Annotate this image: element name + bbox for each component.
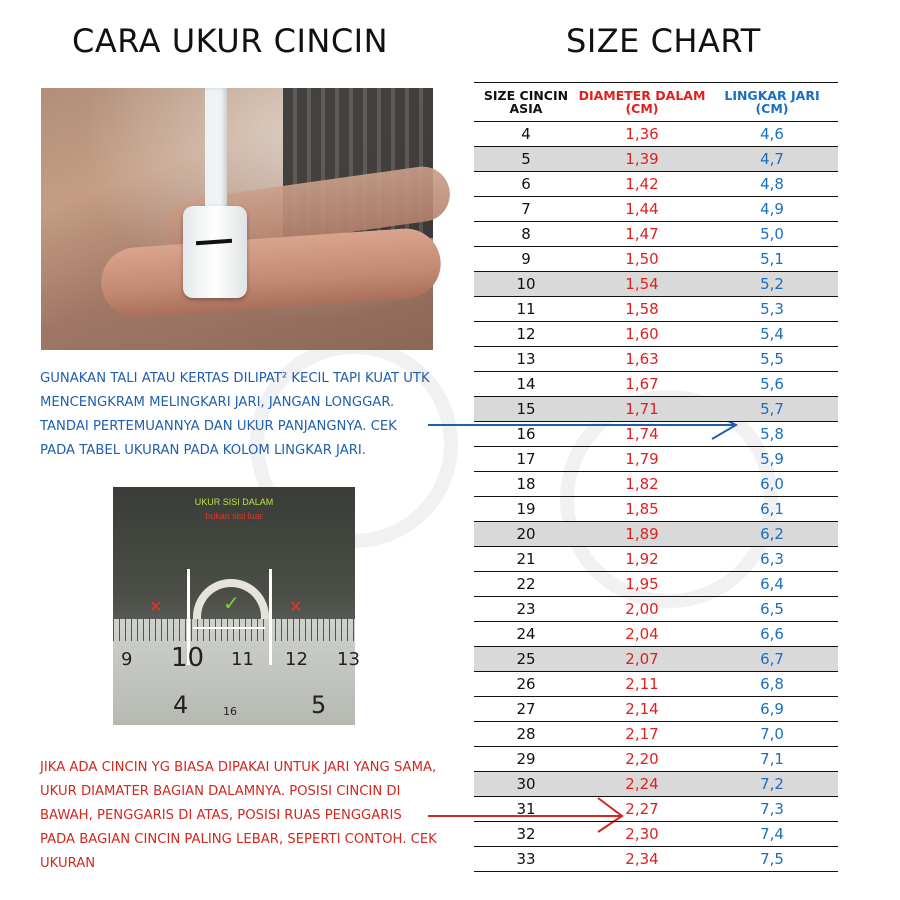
table-row [474, 272, 838, 297]
cell-diameter: 1,42 [578, 172, 706, 197]
cell-size: 15 [474, 397, 578, 422]
cell-circumference: 4,8 [706, 172, 838, 197]
cell-size: 27 [474, 697, 578, 722]
table-row [474, 572, 838, 597]
ruler-number: 11 [231, 649, 254, 670]
left-title: CARA UKUR CINCIN [72, 22, 389, 60]
cell-size: 31 [474, 797, 578, 822]
cell-diameter: 1,95 [578, 572, 706, 597]
measure-arrow [193, 627, 265, 629]
cell-circumference: 6,0 [706, 472, 838, 497]
cell-size: 32 [474, 822, 578, 847]
table-row [474, 197, 838, 222]
cell-diameter: 2,20 [578, 747, 706, 772]
cross-icon: ✕ [149, 599, 163, 616]
ruler-number: 5 [311, 691, 327, 719]
cell-size: 26 [474, 672, 578, 697]
cell-diameter: 2,27 [578, 797, 706, 822]
ruler-number: 12 [285, 649, 308, 670]
cell-size: 18 [474, 472, 578, 497]
table-header-row [474, 83, 838, 122]
size-chart-table [474, 82, 838, 872]
caption-inner-side: UKUR SISI DALAM [194, 497, 274, 507]
cell-circumference: 5,9 [706, 447, 838, 472]
table-row [474, 222, 838, 247]
cell-size: 19 [474, 497, 578, 522]
table-row [474, 647, 838, 672]
cell-circumference: 5,2 [706, 272, 838, 297]
instruction-ring-measure: JIKA ADA CINCIN YG BIASA DIPAKAI UNTUK JARI YANG SAMA, UKUR DIAMATER BAGIAN DALAMNYA. POSISI CINCIN DI BAWAH, PENGGARIS DI ATAS, POSISI RUAS PENGGARIS PADA BAGIAN CINCIN PALING LEBAR, SEPERTI CONTOH. CEK UKURAN [40, 760, 437, 871]
cell-circumference: 5,6 [706, 372, 838, 397]
table-row [474, 747, 838, 772]
table-row [474, 797, 838, 822]
cell-diameter: 1,47 [578, 222, 706, 247]
cell-diameter: 1,36 [578, 122, 706, 147]
cell-circumference: 5,5 [706, 347, 838, 372]
cell-diameter: 2,34 [578, 847, 706, 872]
table-row [474, 297, 838, 322]
table-row [474, 447, 838, 472]
cell-size: 9 [474, 247, 578, 272]
cell-diameter: 1,67 [578, 372, 706, 397]
ruler-number: 10 [171, 643, 205, 673]
cell-size: 29 [474, 747, 578, 772]
table-row [474, 122, 838, 147]
table-row [474, 597, 838, 622]
cell-diameter: 1,50 [578, 247, 706, 272]
cell-diameter: 1,85 [578, 497, 706, 522]
table-row [474, 772, 838, 797]
header-diameter: DIAMETER DALAM (CM) [578, 83, 706, 122]
cell-diameter: 2,04 [578, 622, 706, 647]
cell-size: 23 [474, 597, 578, 622]
cell-diameter: 1,82 [578, 472, 706, 497]
cell-diameter: 2,00 [578, 597, 706, 622]
cell-circumference: 4,7 [706, 147, 838, 172]
cell-size: 8 [474, 222, 578, 247]
cell-diameter: 2,17 [578, 722, 706, 747]
cell-circumference: 7,4 [706, 822, 838, 847]
ruler-ticks [113, 619, 355, 641]
ruler-measure-photo [113, 487, 360, 725]
cell-diameter: 1,39 [578, 147, 706, 172]
right-title: SIZE CHART [566, 22, 761, 60]
cell-size: 6 [474, 172, 578, 197]
table-row [474, 397, 838, 422]
cell-diameter: 1,92 [578, 547, 706, 572]
cell-size: 4 [474, 122, 578, 147]
cell-size: 22 [474, 572, 578, 597]
cell-circumference: 7,2 [706, 772, 838, 797]
instruction-finger-measure: GUNAKAN TALI ATAU KERTAS DILIPAT² KECIL TAPI KUAT UTK MENCENGKRAM MELINGKARI JARI, JANGAN LONGGAR. TANDAI PERTEMUANNYA DAN UKUR PANJANGNYA. CEK PADA TABEL UKURAN PADA KOLOM LINGKAR JARI. [40, 371, 430, 458]
cross-icon: ✕ [289, 599, 303, 616]
cell-size: 7 [474, 197, 578, 222]
cell-circumference: 5,7 [706, 397, 838, 422]
table-row [474, 147, 838, 172]
ruler-number: 9 [121, 649, 133, 670]
caption-not-outer-side: bukan sisi luar [205, 511, 263, 521]
finger-measure-photo [41, 88, 433, 350]
cell-circumference: 6,7 [706, 647, 838, 672]
cell-diameter: 1,58 [578, 297, 706, 322]
cell-circumference: 5,8 [706, 422, 838, 447]
cell-size: 16 [474, 422, 578, 447]
table-row [474, 622, 838, 647]
table-row [474, 172, 838, 197]
cell-circumference: 5,3 [706, 297, 838, 322]
cell-diameter: 1,44 [578, 197, 706, 222]
cell-diameter: 2,14 [578, 697, 706, 722]
cell-diameter: 1,63 [578, 347, 706, 372]
cell-size: 13 [474, 347, 578, 372]
cell-circumference: 6,4 [706, 572, 838, 597]
table-row [474, 822, 838, 847]
cell-diameter: 1,74 [578, 422, 706, 447]
table-row [474, 422, 838, 447]
cell-circumference: 6,1 [706, 497, 838, 522]
cell-size: 20 [474, 522, 578, 547]
table-row [474, 722, 838, 747]
cell-diameter: 1,60 [578, 322, 706, 347]
cell-circumference: 7,5 [706, 847, 838, 872]
table-row [474, 497, 838, 522]
cell-circumference: 7,1 [706, 747, 838, 772]
cell-circumference: 4,6 [706, 122, 838, 147]
cell-circumference: 6,9 [706, 697, 838, 722]
cell-diameter: 1,71 [578, 397, 706, 422]
ruler-number: 13 [337, 649, 360, 670]
table-row [474, 672, 838, 697]
cell-circumference: 6,6 [706, 622, 838, 647]
cell-size: 28 [474, 722, 578, 747]
cell-circumference: 4,9 [706, 197, 838, 222]
cell-circumference: 5,4 [706, 322, 838, 347]
cell-size: 24 [474, 622, 578, 647]
cell-circumference: 6,2 [706, 522, 838, 547]
ruler-number: 16 [223, 705, 237, 718]
cell-circumference: 7,3 [706, 797, 838, 822]
cell-size: 17 [474, 447, 578, 472]
cell-circumference: 5,1 [706, 247, 838, 272]
table-row [474, 847, 838, 872]
ruler-number: 4 [173, 691, 189, 719]
cell-size: 30 [474, 772, 578, 797]
table-row [474, 372, 838, 397]
cell-size: 21 [474, 547, 578, 572]
table-row [474, 247, 838, 272]
table-row [474, 547, 838, 572]
cell-size: 5 [474, 147, 578, 172]
cell-diameter: 2,07 [578, 647, 706, 672]
table-row [474, 522, 838, 547]
cell-size: 33 [474, 847, 578, 872]
cell-circumference: 7,0 [706, 722, 838, 747]
table-row [474, 472, 838, 497]
check-icon: ✓ [223, 593, 240, 615]
table-row [474, 322, 838, 347]
cell-diameter: 1,54 [578, 272, 706, 297]
header-circumference: LINGKAR JARI (CM) [706, 83, 838, 122]
cell-diameter: 1,89 [578, 522, 706, 547]
cell-circumference: 6,3 [706, 547, 838, 572]
cell-diameter: 2,11 [578, 672, 706, 697]
cell-size: 11 [474, 297, 578, 322]
cell-size: 14 [474, 372, 578, 397]
table-row [474, 347, 838, 372]
cell-circumference: 5,0 [706, 222, 838, 247]
cell-circumference: 6,8 [706, 672, 838, 697]
paper-loop [183, 206, 247, 298]
cell-size: 25 [474, 647, 578, 672]
header-size: SIZE CINCIN ASIA [474, 83, 578, 122]
cell-diameter: 2,30 [578, 822, 706, 847]
cell-diameter: 1,79 [578, 447, 706, 472]
measure-line-right [269, 569, 272, 665]
cell-circumference: 6,5 [706, 597, 838, 622]
table-row [474, 697, 838, 722]
cell-size: 12 [474, 322, 578, 347]
cell-size: 10 [474, 272, 578, 297]
cell-diameter: 2,24 [578, 772, 706, 797]
